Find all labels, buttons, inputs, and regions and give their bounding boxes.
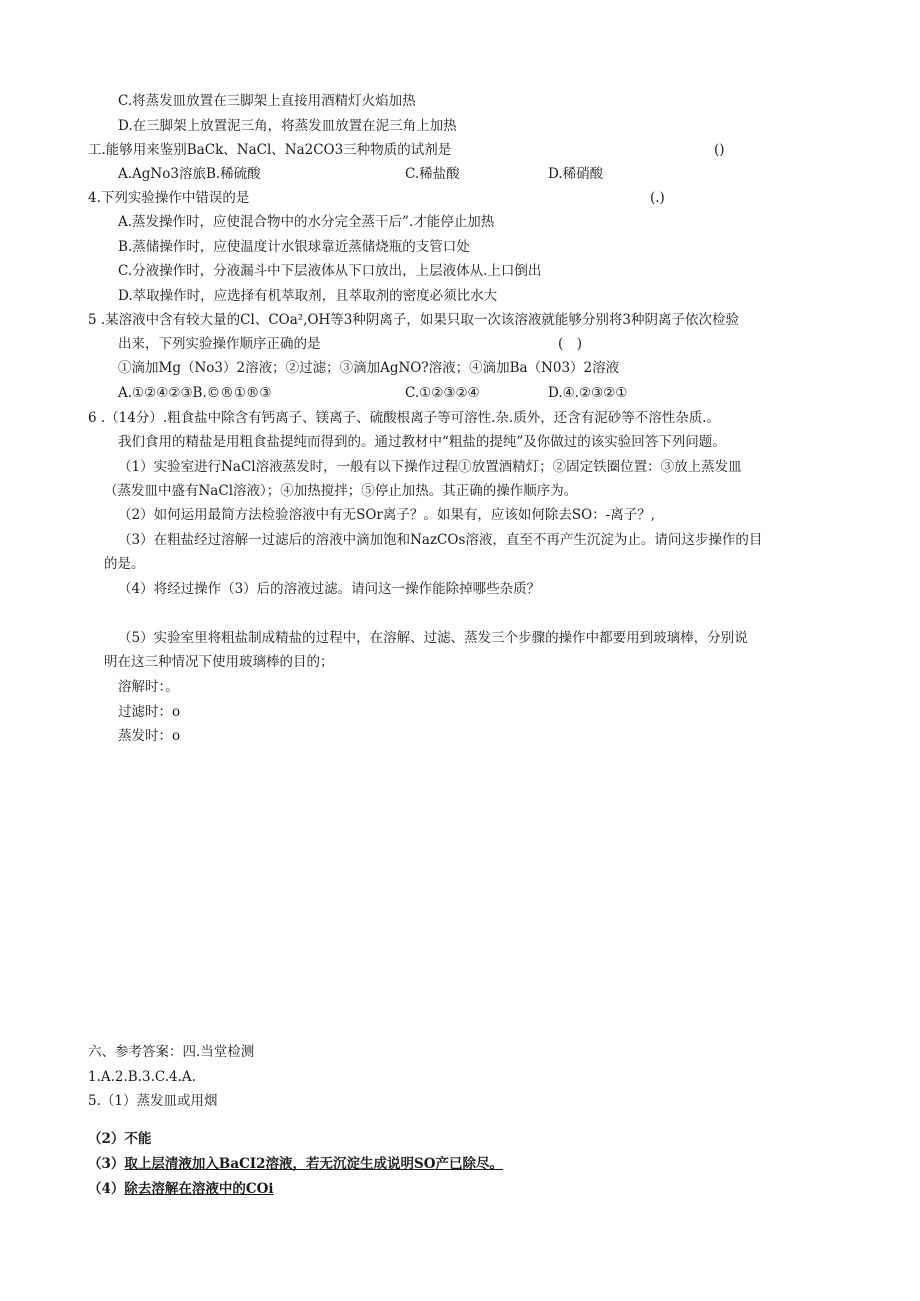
question-5-option-c: C.①②③②④ xyxy=(405,385,480,401)
question-3-option-c: C.稀盐酸 xyxy=(405,166,460,182)
question-6-part-5: （5）实验室里将粗盐制成精盐的过程中，在溶解、过滤、蒸发三个步骤的操作中都要用到玻璃棒，分别说 xyxy=(118,630,748,646)
question-6-text: 6 .（14分）.粗食盐中除含有钙离子、镁离子、硫酸根离子等可溶性.杂.质外，还含有泥砂等不溶性杂质.。 xyxy=(88,410,721,426)
question-3-option-ab: A.AgNo3溶旅B.稀硫酸 xyxy=(118,166,261,182)
option-d-text: D.在三脚架上放置泥三角，将蒸发皿放置在泥三角上加热 xyxy=(118,118,457,134)
answer-5-4 xyxy=(88,1179,274,1199)
question-5-text-cont: 出来，下列实验操作顺序正确的是 xyxy=(118,336,321,352)
question-4-text: 4.下列实验操作中错误的是 xyxy=(88,190,250,206)
answer-5-3 xyxy=(88,1154,503,1174)
question-6-part-1: （1）实验室进行NaCl溶液蒸发时，一般有以下操作过程①放置酒精灯；②固定铁圈位置：③放上蒸发皿 xyxy=(118,459,742,475)
answer-5-3-number: （3） xyxy=(88,1156,125,1172)
evaporate-blank: 蒸发时：o xyxy=(118,728,181,744)
question-4-answer-bracket: (.) xyxy=(650,190,665,206)
answer-5-3-content: 取上层清液加入BaCI2溶液，若无沉淀生成说明SO产已除尽。 xyxy=(124,1156,504,1172)
filter-blank: 过滤时：o xyxy=(118,704,181,720)
answer-5-4-content: 除去溶解在溶液中的COi xyxy=(124,1181,274,1197)
answer-5-4-number: （4） xyxy=(88,1181,125,1197)
question-5-text: 5 .某溶液中含有较大量的Cl、COa²,OH等3种阴离子，如果只取一次该溶液就能够分别将3种阴离子依次检验 xyxy=(88,312,739,328)
question-4-option-b: B.蒸储操作时，应使温度计水银球靠近蒸储烧瓶的支管口处 xyxy=(118,239,470,255)
option-c-text: C.将蒸发皿放置在三脚架上直接用酒精灯火焰加热 xyxy=(118,93,416,109)
answer-5-2: （2）不能 xyxy=(88,1131,152,1147)
question-6-part-2: （2）如何运用最简方法检验溶液中有无SOr离子？。如果有，应该如何除去SO：-离子？, xyxy=(118,507,656,523)
question-4-option-c: C.分液操作时，分液漏斗中下层液体从下口放出，上层液体从.上口倒出 xyxy=(118,263,542,279)
question-5-option-ab: A.①②④②③B.©®①®③ xyxy=(118,385,272,401)
answers-1-4: 1.A.2.B.3.C.4.A. xyxy=(88,1069,196,1085)
question-5-steps: ①滴加Mg（No3）2溶液；②过滤；③滴加AgNO?溶液；④滴加Ba（N03）2溶液 xyxy=(118,360,620,376)
question-5-option-d: D.④.②③②① xyxy=(548,385,628,401)
dissolve-blank: 溶解时：。 xyxy=(118,679,179,695)
question-6-part-4: （4）将经过操作（3）后的溶液过滤。请问这一操作能除掉哪些杂质？ xyxy=(118,581,541,597)
question-6-part-3-cont: 的是。 xyxy=(104,556,145,572)
question-5-answer-bracket: ( ) xyxy=(558,336,583,352)
question-3-option-d: D.稀硝酸 xyxy=(548,166,604,182)
answer-5-1: 5.（1）蒸发皿或用烟 xyxy=(88,1093,218,1109)
answers-heading: 六、参考答案：四.当堂检测 xyxy=(88,1044,255,1060)
question-3-answer-bracket: () xyxy=(714,142,725,158)
question-6-part-1-cont: （蒸发皿中盛有NaCl溶液）；④加热搅拌；⑤停止加热。其正确的操作顺序为。 xyxy=(104,483,578,499)
question-6-part-3: （3）在粗盐经过溶解一过滤后的溶液中滴加饱和NazCOs溶液，直至不再产生沉淀为止。请问这步操作的目 xyxy=(118,532,763,548)
question-4-option-d: D.萃取操作时，应选择有机萃取剂，且萃取剂的密度必须比水大 xyxy=(118,288,498,304)
question-6-part-5-cont: 明在这三种情况下使用玻璃棒的目的； xyxy=(104,654,334,670)
question-4-option-a: A.蒸发操作时，应使混合物中的水分完全蒸干后”.才能停止加热 xyxy=(118,214,495,230)
question-3-text: 工.能够用来鉴别BaCk、NaCl、Na2CO3三种物质的试剂是 xyxy=(88,142,452,158)
question-6-intro: 我们食用的精盐是用粗食盐提纯而得到的。通过教材中“粗盐的提纯”及你做过的该实验回答下列问题。 xyxy=(118,434,726,450)
